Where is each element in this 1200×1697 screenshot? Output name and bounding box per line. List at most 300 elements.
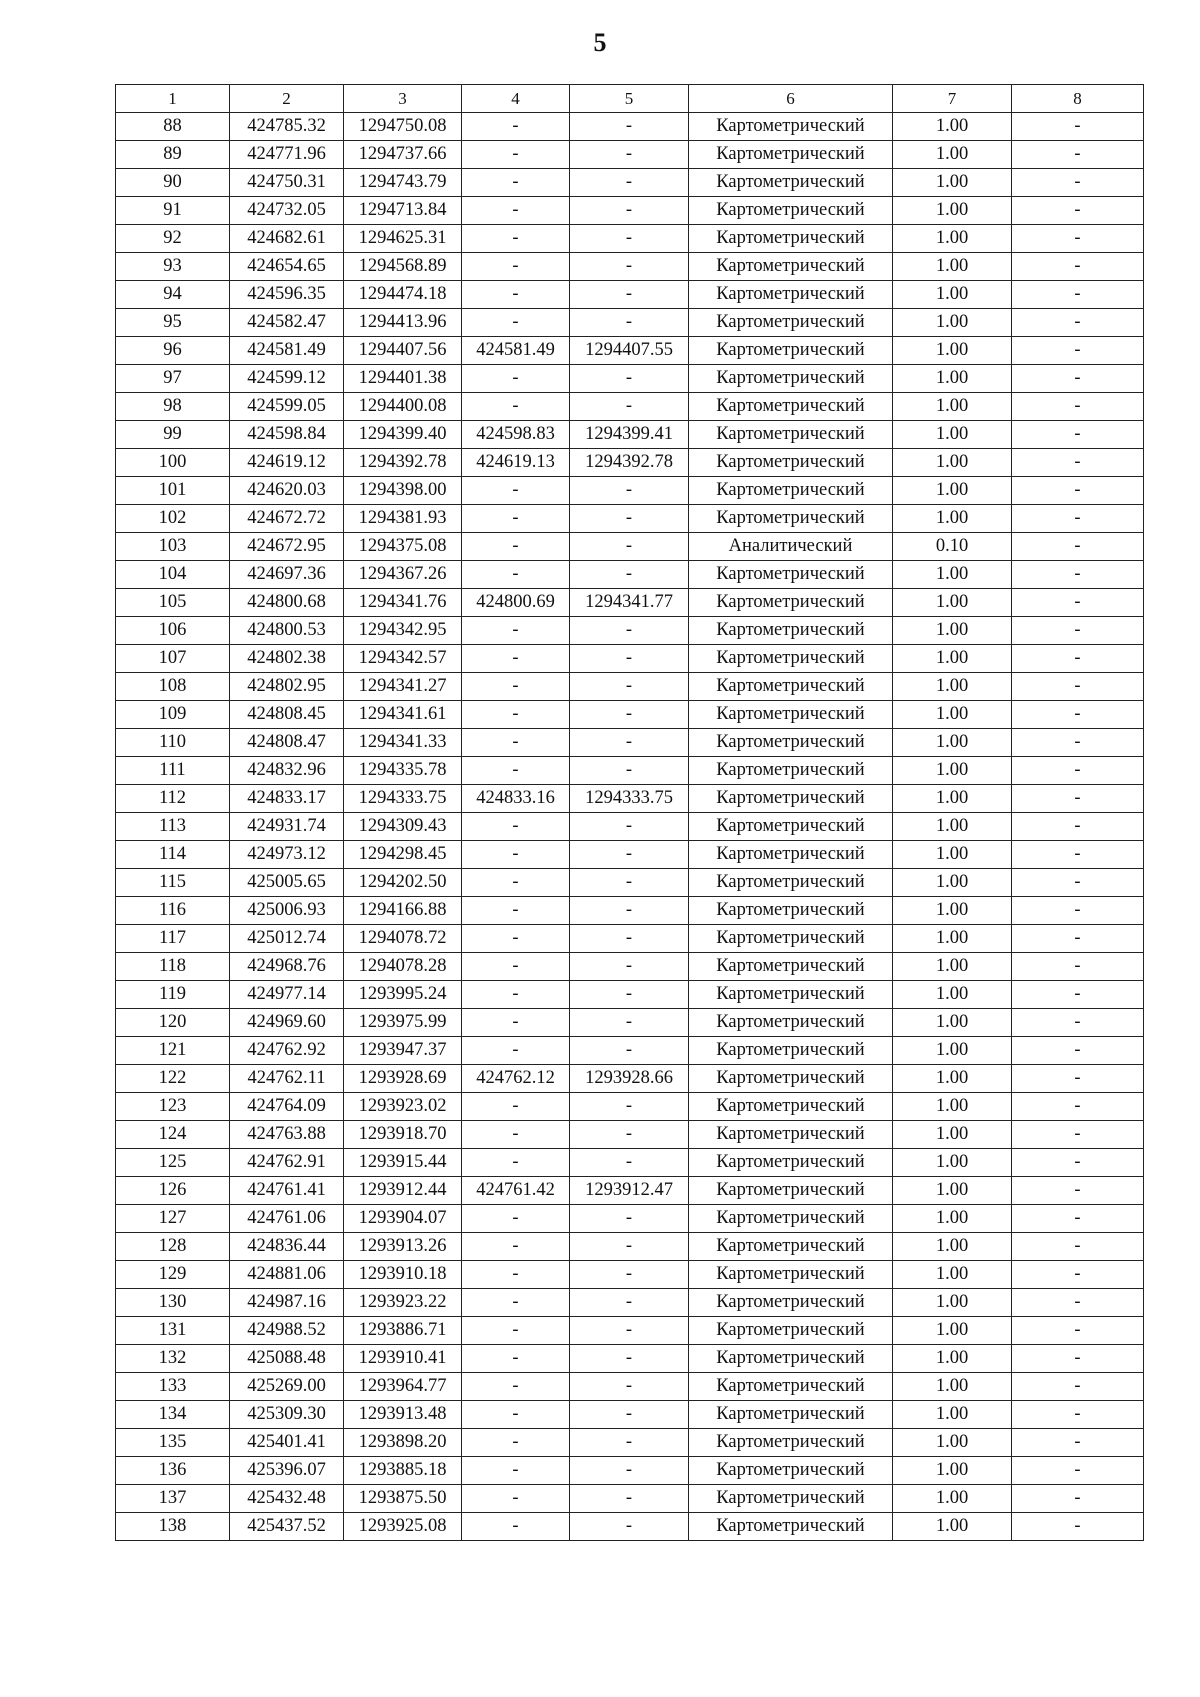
table-row: [116, 645, 1144, 673]
point-number-cell: 114: [116, 841, 230, 869]
x-coordinate-cell: 425432.48: [230, 1485, 344, 1513]
table-row: [116, 141, 1144, 169]
y-alt-coordinate-cell: -: [570, 1485, 689, 1513]
x-coordinate-cell: 425088.48: [230, 1345, 344, 1373]
table-row: [116, 365, 1144, 393]
method-cell: Картометрический: [689, 673, 893, 701]
accuracy-cell: 1.00: [893, 309, 1012, 337]
y-alt-coordinate-cell: -: [570, 1513, 689, 1541]
y-alt-coordinate-cell: -: [570, 1093, 689, 1121]
note-cell: -: [1012, 673, 1144, 701]
point-number-cell: 125: [116, 1149, 230, 1177]
point-number-cell: 117: [116, 925, 230, 953]
accuracy-cell: 1.00: [893, 953, 1012, 981]
point-number-cell: 100: [116, 449, 230, 477]
x-alt-coordinate-cell: -: [462, 729, 570, 757]
accuracy-cell: 1.00: [893, 477, 1012, 505]
y-coordinate-cell: 1293923.02: [344, 1093, 462, 1121]
x-alt-coordinate-cell: -: [462, 673, 570, 701]
y-coordinate-cell: 1294333.75: [344, 785, 462, 813]
y-coordinate-cell: 1294401.38: [344, 365, 462, 393]
x-alt-coordinate-cell: -: [462, 197, 570, 225]
y-coordinate-cell: 1293885.18: [344, 1457, 462, 1485]
note-cell: -: [1012, 645, 1144, 673]
x-coordinate-cell: 424581.49: [230, 337, 344, 365]
x-alt-coordinate-cell: 424762.12: [462, 1065, 570, 1093]
table-row: [116, 393, 1144, 421]
y-alt-coordinate-cell: -: [570, 1401, 689, 1429]
point-number-cell: 92: [116, 225, 230, 253]
y-coordinate-cell: 1293886.71: [344, 1317, 462, 1345]
accuracy-cell: 1.00: [893, 785, 1012, 813]
x-alt-coordinate-cell: -: [462, 141, 570, 169]
point-number-cell: 123: [116, 1093, 230, 1121]
method-cell: Картометрический: [689, 1149, 893, 1177]
accuracy-cell: 1.00: [893, 1149, 1012, 1177]
accuracy-cell: 1.00: [893, 869, 1012, 897]
method-cell: Картометрический: [689, 1317, 893, 1345]
note-cell: -: [1012, 757, 1144, 785]
note-cell: -: [1012, 1037, 1144, 1065]
method-cell: Картометрический: [689, 253, 893, 281]
x-coordinate-cell: 424750.31: [230, 169, 344, 197]
y-alt-coordinate-cell: -: [570, 953, 689, 981]
y-coordinate-cell: 1293975.99: [344, 1009, 462, 1037]
x-coordinate-cell: 424672.72: [230, 505, 344, 533]
y-coordinate-cell: 1294713.84: [344, 197, 462, 225]
x-alt-coordinate-cell: -: [462, 617, 570, 645]
method-cell: Картометрический: [689, 141, 893, 169]
y-coordinate-cell: 1294367.26: [344, 561, 462, 589]
x-coordinate-cell: 425437.52: [230, 1513, 344, 1541]
coordinates-table: [115, 84, 1144, 1541]
x-alt-coordinate-cell: -: [462, 1401, 570, 1429]
x-coordinate-cell: 424836.44: [230, 1233, 344, 1261]
x-coordinate-cell: 424771.96: [230, 141, 344, 169]
method-cell: Аналитический: [689, 533, 893, 561]
x-coordinate-cell: 425396.07: [230, 1457, 344, 1485]
y-coordinate-cell: 1294413.96: [344, 309, 462, 337]
point-number-cell: 106: [116, 617, 230, 645]
note-cell: -: [1012, 1177, 1144, 1205]
method-cell: Картометрический: [689, 953, 893, 981]
point-number-cell: 90: [116, 169, 230, 197]
y-alt-coordinate-cell: -: [570, 533, 689, 561]
x-alt-coordinate-cell: -: [462, 309, 570, 337]
x-alt-coordinate-cell: 424833.16: [462, 785, 570, 813]
x-coordinate-cell: 424620.03: [230, 477, 344, 505]
table-row: [116, 729, 1144, 757]
method-cell: Картометрический: [689, 841, 893, 869]
accuracy-cell: 1.00: [893, 1289, 1012, 1317]
x-alt-coordinate-cell: -: [462, 1261, 570, 1289]
note-cell: -: [1012, 785, 1144, 813]
x-alt-coordinate-cell: -: [462, 533, 570, 561]
note-cell: -: [1012, 169, 1144, 197]
accuracy-cell: 1.00: [893, 1205, 1012, 1233]
method-cell: Картометрический: [689, 561, 893, 589]
note-cell: -: [1012, 253, 1144, 281]
method-cell: Картометрический: [689, 1009, 893, 1037]
point-number-cell: 112: [116, 785, 230, 813]
accuracy-cell: 1.00: [893, 337, 1012, 365]
y-coordinate-cell: 1293912.44: [344, 1177, 462, 1205]
column-header: 2: [230, 85, 344, 113]
x-alt-coordinate-cell: 424761.42: [462, 1177, 570, 1205]
y-coordinate-cell: 1294750.08: [344, 113, 462, 141]
accuracy-cell: 0.10: [893, 533, 1012, 561]
table-row: [116, 225, 1144, 253]
accuracy-cell: 1.00: [893, 1177, 1012, 1205]
y-alt-coordinate-cell: -: [570, 113, 689, 141]
table-row: [116, 589, 1144, 617]
method-cell: Картометрический: [689, 309, 893, 337]
x-coordinate-cell: 424582.47: [230, 309, 344, 337]
x-coordinate-cell: 424802.95: [230, 673, 344, 701]
accuracy-cell: 1.00: [893, 421, 1012, 449]
x-alt-coordinate-cell: -: [462, 757, 570, 785]
y-coordinate-cell: 1293910.18: [344, 1261, 462, 1289]
x-coordinate-cell: 424987.16: [230, 1289, 344, 1317]
y-coordinate-cell: 1294309.43: [344, 813, 462, 841]
y-coordinate-cell: 1294399.40: [344, 421, 462, 449]
accuracy-cell: 1.00: [893, 1373, 1012, 1401]
y-coordinate-cell: 1294398.00: [344, 477, 462, 505]
y-coordinate-cell: 1293918.70: [344, 1121, 462, 1149]
x-alt-coordinate-cell: -: [462, 281, 570, 309]
note-cell: -: [1012, 113, 1144, 141]
note-cell: -: [1012, 365, 1144, 393]
note-cell: -: [1012, 1401, 1144, 1429]
x-coordinate-cell: 424968.76: [230, 953, 344, 981]
accuracy-cell: 1.00: [893, 365, 1012, 393]
note-cell: -: [1012, 1121, 1144, 1149]
table-row: [116, 1233, 1144, 1261]
y-coordinate-cell: 1294202.50: [344, 869, 462, 897]
y-coordinate-cell: 1293913.26: [344, 1233, 462, 1261]
x-coordinate-cell: 424763.88: [230, 1121, 344, 1149]
y-coordinate-cell: 1294078.72: [344, 925, 462, 953]
accuracy-cell: 1.00: [893, 729, 1012, 757]
x-alt-coordinate-cell: -: [462, 1345, 570, 1373]
y-coordinate-cell: 1294342.95: [344, 617, 462, 645]
table-row: [116, 197, 1144, 225]
y-alt-coordinate-cell: -: [570, 1457, 689, 1485]
table-row: [116, 1513, 1144, 1541]
accuracy-cell: 1.00: [893, 617, 1012, 645]
table-row: [116, 1037, 1144, 1065]
y-alt-coordinate-cell: -: [570, 365, 689, 393]
point-number-cell: 134: [116, 1401, 230, 1429]
y-coordinate-cell: 1294342.57: [344, 645, 462, 673]
x-alt-coordinate-cell: -: [462, 169, 570, 197]
x-coordinate-cell: 424732.05: [230, 197, 344, 225]
table-row: [116, 617, 1144, 645]
x-alt-coordinate-cell: -: [462, 897, 570, 925]
point-number-cell: 94: [116, 281, 230, 309]
accuracy-cell: 1.00: [893, 1233, 1012, 1261]
x-alt-coordinate-cell: -: [462, 981, 570, 1009]
x-alt-coordinate-cell: -: [462, 925, 570, 953]
method-cell: Картометрический: [689, 1513, 893, 1541]
y-coordinate-cell: 1293910.41: [344, 1345, 462, 1373]
x-coordinate-cell: 424833.17: [230, 785, 344, 813]
point-number-cell: 119: [116, 981, 230, 1009]
x-coordinate-cell: 425006.93: [230, 897, 344, 925]
table-row: [116, 1121, 1144, 1149]
y-coordinate-cell: 1293875.50: [344, 1485, 462, 1513]
accuracy-cell: 1.00: [893, 981, 1012, 1009]
y-alt-coordinate-cell: -: [570, 169, 689, 197]
table-row: [116, 1093, 1144, 1121]
point-number-cell: 132: [116, 1345, 230, 1373]
table-row: [116, 1485, 1144, 1513]
x-coordinate-cell: 424654.65: [230, 253, 344, 281]
x-alt-coordinate-cell: -: [462, 841, 570, 869]
y-alt-coordinate-cell: -: [570, 561, 689, 589]
page-number: 5: [593, 28, 607, 57]
y-coordinate-cell: 1294737.66: [344, 141, 462, 169]
point-number-cell: 89: [116, 141, 230, 169]
y-coordinate-cell: 1294375.08: [344, 533, 462, 561]
method-cell: Картометрический: [689, 421, 893, 449]
y-alt-coordinate-cell: -: [570, 673, 689, 701]
method-cell: Картометрический: [689, 477, 893, 505]
y-alt-coordinate-cell: -: [570, 1233, 689, 1261]
x-coordinate-cell: 425309.30: [230, 1401, 344, 1429]
note-cell: -: [1012, 197, 1144, 225]
x-coordinate-cell: 424808.47: [230, 729, 344, 757]
x-coordinate-cell: 424800.68: [230, 589, 344, 617]
note-cell: -: [1012, 729, 1144, 757]
note-cell: -: [1012, 897, 1144, 925]
x-coordinate-cell: 424761.06: [230, 1205, 344, 1233]
x-coordinate-cell: 424988.52: [230, 1317, 344, 1345]
accuracy-cell: 1.00: [893, 561, 1012, 589]
x-alt-coordinate-cell: 424619.13: [462, 449, 570, 477]
y-alt-coordinate-cell: -: [570, 505, 689, 533]
x-alt-coordinate-cell: -: [462, 1289, 570, 1317]
x-alt-coordinate-cell: -: [462, 365, 570, 393]
x-coordinate-cell: 424832.96: [230, 757, 344, 785]
accuracy-cell: 1.00: [893, 645, 1012, 673]
note-cell: -: [1012, 841, 1144, 869]
accuracy-cell: 1.00: [893, 1093, 1012, 1121]
point-number-cell: 91: [116, 197, 230, 225]
y-alt-coordinate-cell: -: [570, 645, 689, 673]
table-row: [116, 785, 1144, 813]
point-number-cell: 98: [116, 393, 230, 421]
point-number-cell: 120: [116, 1009, 230, 1037]
x-alt-coordinate-cell: -: [462, 1317, 570, 1345]
point-number-cell: 88: [116, 113, 230, 141]
method-cell: Картометрический: [689, 393, 893, 421]
x-alt-coordinate-cell: 424598.83: [462, 421, 570, 449]
table-row: [116, 701, 1144, 729]
note-cell: -: [1012, 981, 1144, 1009]
y-alt-coordinate-cell: -: [570, 757, 689, 785]
x-alt-coordinate-cell: -: [462, 225, 570, 253]
method-cell: Картометрический: [689, 337, 893, 365]
y-coordinate-cell: 1294743.79: [344, 169, 462, 197]
note-cell: -: [1012, 561, 1144, 589]
point-number-cell: 124: [116, 1121, 230, 1149]
table-row: [116, 337, 1144, 365]
accuracy-cell: 1.00: [893, 113, 1012, 141]
method-cell: Картометрический: [689, 169, 893, 197]
accuracy-cell: 1.00: [893, 169, 1012, 197]
x-alt-coordinate-cell: -: [462, 1457, 570, 1485]
point-number-cell: 102: [116, 505, 230, 533]
table-row: [116, 869, 1144, 897]
note-cell: -: [1012, 1429, 1144, 1457]
y-coordinate-cell: 1294335.78: [344, 757, 462, 785]
table-row: [116, 981, 1144, 1009]
y-coordinate-cell: 1294341.61: [344, 701, 462, 729]
note-cell: -: [1012, 421, 1144, 449]
note-cell: -: [1012, 925, 1144, 953]
table-row: [116, 561, 1144, 589]
method-cell: Картометрический: [689, 981, 893, 1009]
y-coordinate-cell: 1294407.56: [344, 337, 462, 365]
method-cell: Картометрический: [689, 645, 893, 673]
y-alt-coordinate-cell: -: [570, 981, 689, 1009]
y-alt-coordinate-cell: -: [570, 1429, 689, 1457]
y-coordinate-cell: 1294078.28: [344, 953, 462, 981]
method-cell: Картометрический: [689, 757, 893, 785]
table-row: [116, 113, 1144, 141]
y-coordinate-cell: 1294400.08: [344, 393, 462, 421]
note-cell: -: [1012, 1093, 1144, 1121]
table-row: [116, 169, 1144, 197]
y-coordinate-cell: 1293915.44: [344, 1149, 462, 1177]
x-coordinate-cell: 424800.53: [230, 617, 344, 645]
x-coordinate-cell: 425012.74: [230, 925, 344, 953]
x-coordinate-cell: 424977.14: [230, 981, 344, 1009]
accuracy-cell: 1.00: [893, 1317, 1012, 1345]
table-row: [116, 1345, 1144, 1373]
column-header: 8: [1012, 85, 1144, 113]
y-alt-coordinate-cell: -: [570, 1317, 689, 1345]
x-coordinate-cell: 424973.12: [230, 841, 344, 869]
accuracy-cell: 1.00: [893, 1345, 1012, 1373]
method-cell: Картометрический: [689, 1261, 893, 1289]
x-coordinate-cell: 424762.11: [230, 1065, 344, 1093]
x-coordinate-cell: 424672.95: [230, 533, 344, 561]
table-row: [116, 757, 1144, 785]
accuracy-cell: 1.00: [893, 925, 1012, 953]
y-coordinate-cell: 1293964.77: [344, 1373, 462, 1401]
point-number-cell: 115: [116, 869, 230, 897]
column-header: 4: [462, 85, 570, 113]
table-body: [116, 113, 1144, 1541]
y-coordinate-cell: 1293995.24: [344, 981, 462, 1009]
x-alt-coordinate-cell: -: [462, 1373, 570, 1401]
y-alt-coordinate-cell: -: [570, 1345, 689, 1373]
y-alt-coordinate-cell: 1294341.77: [570, 589, 689, 617]
x-alt-coordinate-cell: -: [462, 1485, 570, 1513]
note-cell: -: [1012, 141, 1144, 169]
y-coordinate-cell: 1293925.08: [344, 1513, 462, 1541]
accuracy-cell: 1.00: [893, 1401, 1012, 1429]
note-cell: -: [1012, 869, 1144, 897]
point-number-cell: 135: [116, 1429, 230, 1457]
x-alt-coordinate-cell: -: [462, 113, 570, 141]
point-number-cell: 136: [116, 1457, 230, 1485]
method-cell: Картометрический: [689, 869, 893, 897]
y-alt-coordinate-cell: -: [570, 1037, 689, 1065]
column-header: 7: [893, 85, 1012, 113]
note-cell: -: [1012, 281, 1144, 309]
table-row: [116, 1065, 1144, 1093]
accuracy-cell: 1.00: [893, 1457, 1012, 1485]
accuracy-cell: 1.00: [893, 589, 1012, 617]
note-cell: -: [1012, 589, 1144, 617]
y-alt-coordinate-cell: -: [570, 1121, 689, 1149]
accuracy-cell: 1.00: [893, 449, 1012, 477]
x-coordinate-cell: 424596.35: [230, 281, 344, 309]
point-number-cell: 116: [116, 897, 230, 925]
x-coordinate-cell: 424802.38: [230, 645, 344, 673]
note-cell: -: [1012, 617, 1144, 645]
point-number-cell: 99: [116, 421, 230, 449]
method-cell: Картометрический: [689, 813, 893, 841]
y-coordinate-cell: 1293947.37: [344, 1037, 462, 1065]
table-row: [116, 1261, 1144, 1289]
x-alt-coordinate-cell: -: [462, 505, 570, 533]
x-alt-coordinate-cell: -: [462, 869, 570, 897]
table-row: [116, 533, 1144, 561]
point-number-cell: 97: [116, 365, 230, 393]
y-alt-coordinate-cell: -: [570, 197, 689, 225]
point-number-cell: 128: [116, 1233, 230, 1261]
point-number-cell: 122: [116, 1065, 230, 1093]
y-alt-coordinate-cell: 1294399.41: [570, 421, 689, 449]
method-cell: Картометрический: [689, 1121, 893, 1149]
table-row: [116, 421, 1144, 449]
method-cell: Картометрический: [689, 197, 893, 225]
accuracy-cell: 1.00: [893, 281, 1012, 309]
y-coordinate-cell: 1294341.76: [344, 589, 462, 617]
table-row: [116, 1457, 1144, 1485]
method-cell: Картометрический: [689, 1429, 893, 1457]
point-number-cell: 103: [116, 533, 230, 561]
table-row: [116, 673, 1144, 701]
x-alt-coordinate-cell: -: [462, 701, 570, 729]
x-alt-coordinate-cell: -: [462, 1149, 570, 1177]
y-alt-coordinate-cell: 1293928.66: [570, 1065, 689, 1093]
x-coordinate-cell: 424764.09: [230, 1093, 344, 1121]
method-cell: Картометрический: [689, 897, 893, 925]
note-cell: -: [1012, 393, 1144, 421]
x-coordinate-cell: 424599.12: [230, 365, 344, 393]
point-number-cell: 105: [116, 589, 230, 617]
y-coordinate-cell: 1293898.20: [344, 1429, 462, 1457]
x-coordinate-cell: 424762.92: [230, 1037, 344, 1065]
table-row: [116, 813, 1144, 841]
y-alt-coordinate-cell: -: [570, 729, 689, 757]
x-alt-coordinate-cell: -: [462, 645, 570, 673]
y-alt-coordinate-cell: -: [570, 701, 689, 729]
note-cell: -: [1012, 1345, 1144, 1373]
table-row: [116, 477, 1144, 505]
accuracy-cell: 1.00: [893, 1513, 1012, 1541]
note-cell: -: [1012, 449, 1144, 477]
note-cell: -: [1012, 505, 1144, 533]
y-alt-coordinate-cell: -: [570, 141, 689, 169]
x-coordinate-cell: 424931.74: [230, 813, 344, 841]
note-cell: -: [1012, 1233, 1144, 1261]
